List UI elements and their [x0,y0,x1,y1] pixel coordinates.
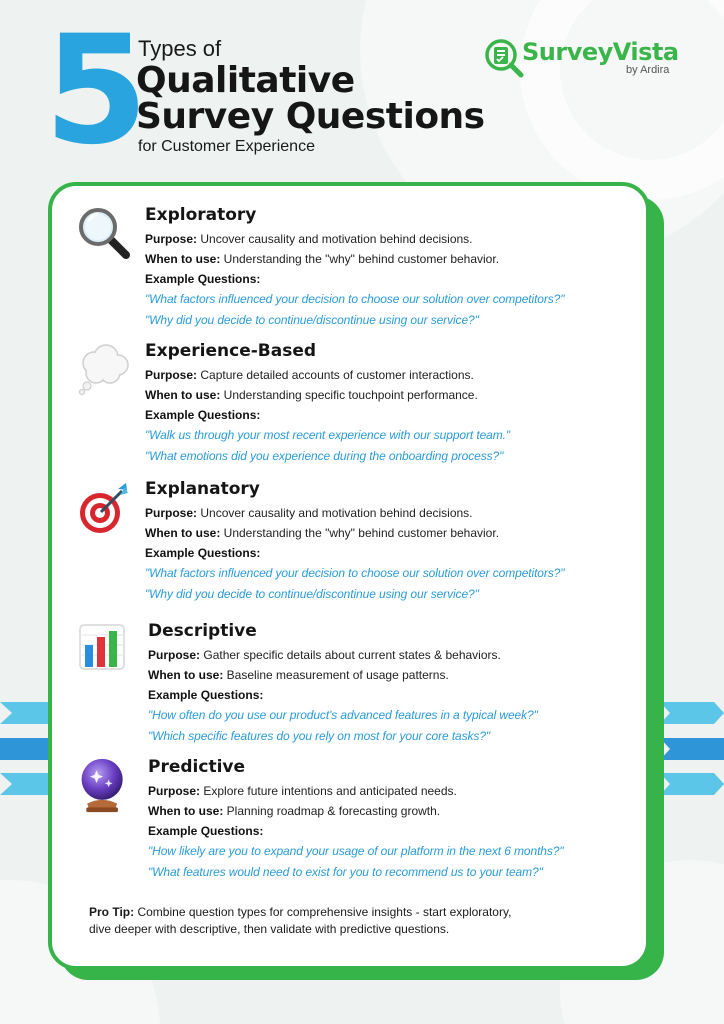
example-question: "What emotions did you experience during the onboarding process?" [145,449,504,463]
example-questions-label: Example Questions: [145,546,261,560]
section-title: Exploratory [145,205,257,225]
section-title: Descriptive [148,621,257,641]
right-chevron-decoration [660,702,724,724]
big-number-five: 5 [44,4,145,178]
logo-wordmark: SurveyVista [522,38,679,66]
bar-chart-icon [76,621,132,677]
left-bar-decoration [0,738,52,760]
section-title: Explanatory [145,479,260,499]
purpose-line: Purpose: Capture detailed accounts of customer interactions. [145,368,474,382]
title-line-2: Qualitative [136,60,355,101]
when-line: When to use: Understanding the "why" behind customer behavior. [145,252,500,266]
section-title: Predictive [148,757,246,777]
right-chevron-decoration [660,773,724,795]
pro-tip-label: Pro Tip: [89,905,135,919]
thought-cloud-icon [76,341,132,397]
title-line-3: Survey Questions [136,96,485,137]
pro-tip-text: Combine question types for comprehensive insights - start exploratory, [137,905,512,919]
purpose-line: Purpose: Gather specific details about current states & behaviors. [148,648,501,662]
left-chevron-decoration [0,773,52,795]
pro-tip-text: dive deeper with descriptive, then validate with predictive questions. [89,922,450,936]
title-line-1: Types of [138,36,222,61]
when-line: When to use: Baseline measurement of usage patterns. [148,668,449,682]
surveyvista-logo [484,36,684,86]
when-line: When to use: Understanding the "why" behind customer behavior. [145,526,500,540]
example-question: "What features would need to exist for you to recommend us to your team?" [148,865,543,879]
purpose-line: Purpose: Explore future intentions and anticipated needs. [148,784,457,798]
example-question: "Walk us through your most recent experience with our support team." [145,428,511,442]
survey-magnifier-icon [484,38,526,80]
logo-byline: by Ardira [626,64,670,76]
right-bar-decoration [660,738,724,760]
example-question: "Why did you decide to continue/discontinue using our service?" [145,587,479,601]
section-title: Experience-Based [145,341,317,361]
when-line: When to use: Planning roadmap & forecasting growth. [148,804,441,818]
purpose-line: Purpose: Uncover causality and motivation behind decisions. [145,506,473,520]
example-questions-label: Example Questions: [145,408,261,422]
example-question: "What factors influenced your decision to choose our solution over competitors?" [145,566,565,580]
when-line: When to use: Understanding specific touchpoint performance. [145,388,478,402]
magnifying-glass-icon [76,205,132,261]
pro-tip [89,904,589,938]
example-questions-label: Example Questions: [145,272,261,286]
subtitle: for Customer Experience [138,138,315,155]
example-question: "How often do you use our product's advanced features in a typical week?" [148,708,538,722]
example-question: "Why did you decide to continue/discontinue using our service?" [145,313,479,327]
example-questions-label: Example Questions: [148,688,264,702]
example-question: "Which specific features do you rely on most for your core tasks?" [148,729,491,743]
target-dart-icon [76,479,132,535]
example-question: "What factors influenced your decision to choose our solution over competitors?" [145,292,565,306]
example-questions-label: Example Questions: [148,824,264,838]
crystal-ball-icon [76,757,132,813]
left-chevron-decoration [0,702,52,724]
example-question: "How likely are you to expand your usage of our platform in the next 6 months?" [148,844,564,858]
purpose-line: Purpose: Uncover causality and motivation behind decisions. [145,232,473,246]
